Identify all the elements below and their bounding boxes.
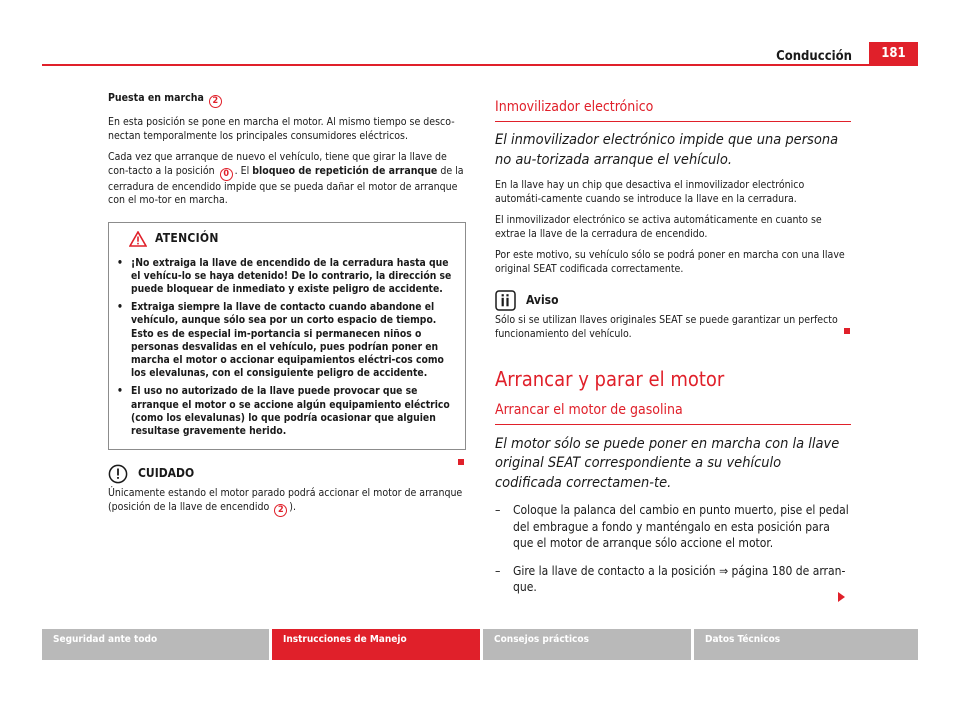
bullet: •: [117, 385, 123, 398]
warning-label: ATENCIÓN: [155, 230, 219, 245]
heading-text: Puesta en marcha: [108, 92, 204, 104]
instruction-step: [495, 563, 851, 596]
text-run: de la cerradura de encendido impide que se pueda dañar el motor de arranque con el mo-tor en marcha.: [108, 164, 464, 206]
left-column: [108, 92, 466, 525]
footer-tab-instrucciones[interactable]: Instrucciones de Manejo: [272, 629, 480, 660]
section-end-marker: [844, 328, 850, 334]
bold-term: bloqueo de repetición de arranque: [252, 164, 438, 177]
text-run: ).: [289, 500, 296, 513]
warning-item-text: Extraiga siempre la llave de contacto cuando abandone el vehículo, aunque sólo sea por un corto espacio de tiempo. Esto es de especial im-portancia si permanecen niños o personas desvalidas en el vehículo, pues podrían poner en marcha el motor o accionar equipamientos eléctri-cos como los elevalunas, con el consiguiente peligro de accidente.: [131, 301, 444, 380]
step-text: Gire la llave de contacto a la posición ⇒ página 180 de arran-que.: [513, 563, 846, 594]
step-dash: –: [495, 503, 501, 517]
caution-exclamation-icon: [108, 464, 128, 484]
page-number: 181: [869, 42, 918, 66]
subsection-title: Arrancar el motor de gasolina: [495, 401, 851, 425]
warning-item: [117, 301, 457, 380]
note-header: [495, 290, 851, 311]
info-note-icon: [495, 290, 516, 311]
section-title: Inmovilizador electrónico: [495, 98, 851, 122]
position-marker: 0: [220, 168, 233, 181]
paragraph: En la llave hay un chip que desactiva el inmovilizador electrónico automáti-camente cuando se introduce la llave en la cerradura.: [495, 179, 805, 205]
paragraph: El inmovilizador electrónico se activa automáticamente en cuanto se extrae la llave de la cerradura de encendido.: [495, 214, 822, 240]
warning-item: [117, 385, 457, 438]
position-marker: 2: [209, 95, 222, 108]
position-marker: 2: [274, 504, 287, 517]
page-header: [0, 0, 960, 70]
warning-item-text: ¡No extraiga la llave de encendido de la cerradura hasta que el vehícu-lo se haya detenido! De lo contrario, la dirección se puede bloquear de inmediato y existe peligro de accidente.: [131, 256, 452, 295]
bullet: •: [117, 301, 123, 314]
warning-item-text: El uso no autorizado de la llave puede provocar que se arranque el motor o se accione algún equipamiento eléctrico (como los elevalunas) lo que podría ocasionar que alguien resultase gravemente herido.: [131, 385, 450, 437]
caution-label: CUIDADO: [138, 466, 195, 481]
warning-header: [117, 231, 457, 247]
paragraph: [108, 151, 466, 208]
footer-tab-datos[interactable]: Datos Técnicos: [694, 629, 918, 660]
header-rule: [42, 64, 918, 66]
continue-arrow-icon: [838, 592, 845, 602]
footer-nav: [42, 629, 918, 660]
text-run: . El: [234, 164, 250, 177]
section-intro: El inmovilizador electrónico impide que una persona no au-torizada arranque el vehículo.: [495, 132, 839, 168]
bullet: •: [117, 256, 123, 269]
chapter-title: Arrancar y parar el motor: [495, 367, 725, 391]
paragraph: En esta posición se pone en marcha el motor. Al mismo tiempo se desco-nectan temporalmente los principales consumidores eléctricos.: [108, 116, 455, 142]
paragraph: Por este motivo, su vehículo sólo se podrá poner en marcha con una llave original SEAT codificada correctamente.: [495, 249, 845, 275]
warning-item: [117, 257, 457, 297]
note-label: Aviso: [526, 292, 559, 307]
caution-text: [108, 487, 466, 517]
instruction-step: [495, 502, 851, 552]
step-text: Coloque la palanca del cambio en punto muerto, pise el pedal del embrague a fondo y manténgalo en esta posición para que el motor de arranque sólo accione el motor.: [513, 503, 849, 550]
warning-box: [108, 222, 466, 451]
text-run: Cada vez que arranque de nuevo el vehículo, tiene que girar la llave de con-tacto a la posición: [108, 151, 447, 177]
subsection-intro: El motor sólo se puede poner en marcha con la llave original SEAT correspondiente a su vehículo codificada correctamen-te.: [495, 435, 840, 491]
note-text: Sólo si se utilizan llaves originales SEAT se puede garantizar un perfecto funcionamiento del vehículo.: [495, 314, 838, 340]
step-dash: –: [495, 563, 501, 578]
caution-header: [108, 464, 466, 484]
warning-triangle-icon: [129, 231, 147, 247]
text-run: Únicamente estando el motor parado podrá accionar el motor de arranque (posición de la llave de encendido: [108, 487, 463, 513]
puesta-en-marcha-heading: [108, 92, 466, 108]
section-end-marker: [458, 459, 464, 465]
footer-tab-consejos[interactable]: Consejos prácticos: [483, 629, 691, 660]
running-header-title: Conducción: [776, 49, 852, 64]
footer-tab-seguridad[interactable]: Seguridad ante todo: [42, 629, 269, 660]
right-column: [495, 98, 851, 607]
